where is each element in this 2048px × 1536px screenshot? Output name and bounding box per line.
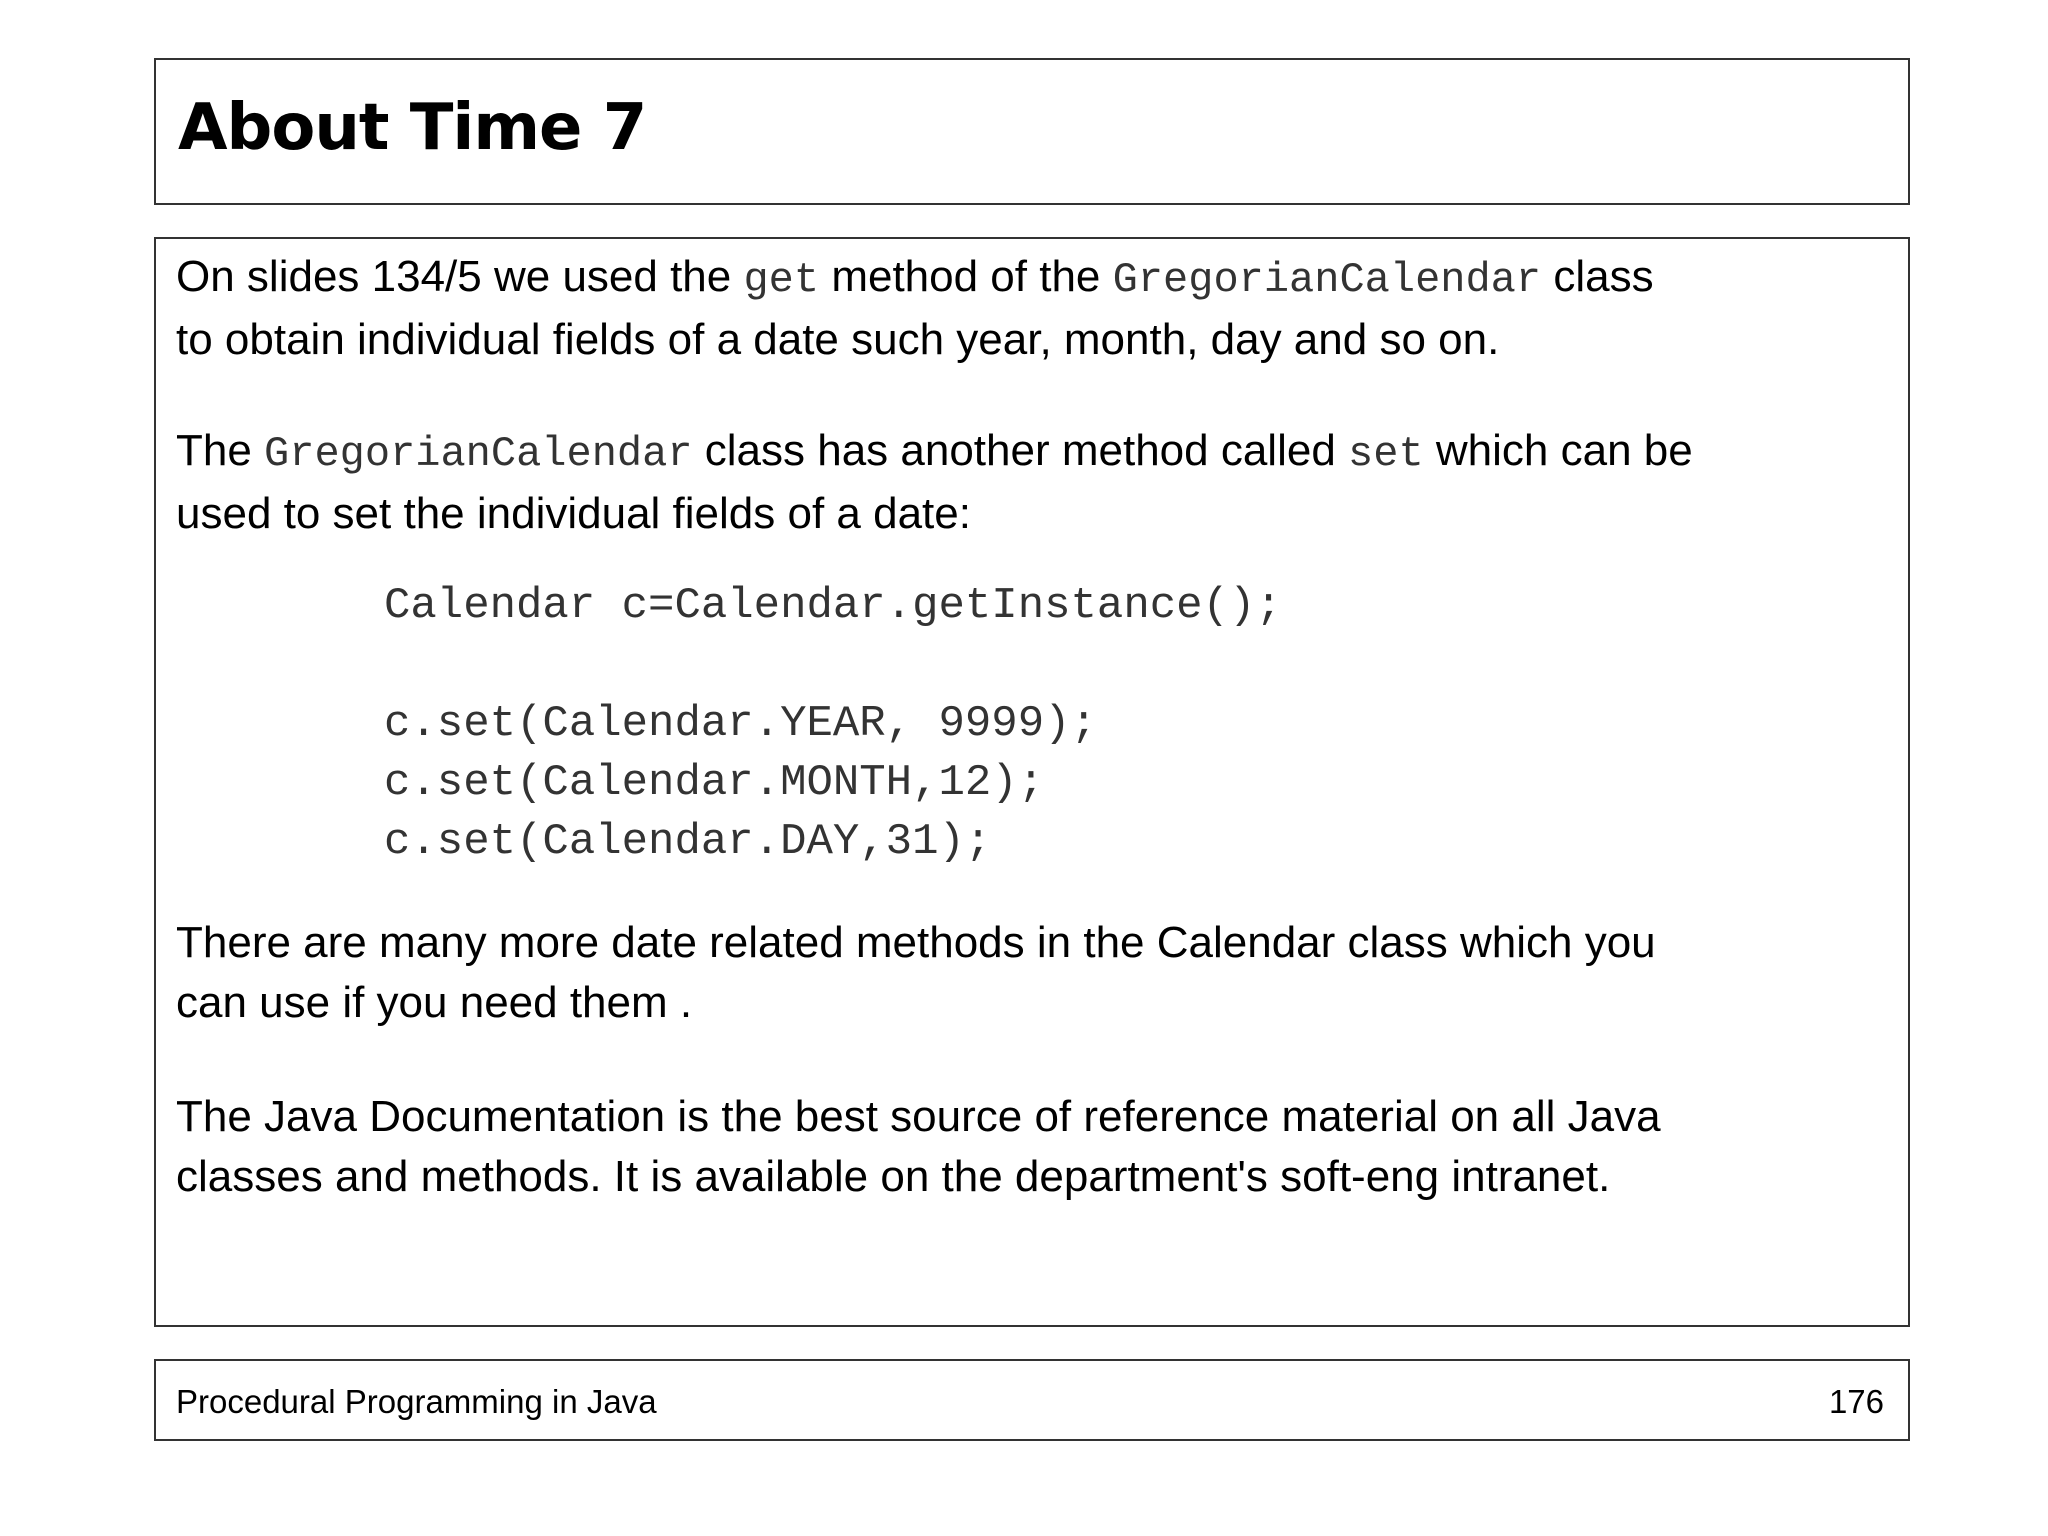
footer-box [154, 1359, 1910, 1441]
text-segment: There are many more date related methods in the Calendar class which you [176, 918, 1656, 967]
title-box [154, 58, 1910, 205]
code-set: set [1348, 430, 1424, 478]
code-line: c.set(Calendar.MONTH,12); [384, 758, 1045, 808]
text-segment: On slides 134/5 we used the [176, 252, 744, 301]
paragraph-more-methods [176, 913, 1656, 1033]
paragraph-java-documentation [176, 1087, 1661, 1207]
code-line: c.set(Calendar.YEAR, 9999); [384, 699, 1097, 749]
text-segment: class has another method called [692, 426, 1349, 475]
code-block [384, 577, 1282, 872]
paragraph-set-method [176, 421, 1693, 544]
text-segment: method of the [819, 252, 1113, 301]
text-segment: class [1541, 252, 1654, 301]
code-gregorian-calendar: GregorianCalendar [264, 430, 693, 478]
footer-course-title: Procedural Programming in Java [176, 1383, 657, 1420]
code-gregorian-calendar: GregorianCalendar [1112, 256, 1542, 304]
code-line [384, 636, 1282, 695]
code-line: Calendar c=Calendar.getInstance(); [384, 581, 1282, 631]
text-segment: used to set the individual fields of a date: [176, 489, 971, 538]
slide-title: About Time 7 [178, 91, 647, 165]
text-segment: classes and methods. It is available on the department's soft-eng intranet. [176, 1152, 1611, 1201]
paragraph-get-method [176, 247, 1654, 370]
footer-page-number: 176 [1828, 1383, 1884, 1420]
text-segment: The Java Documentation is the best source of reference material on all Java [176, 1092, 1661, 1141]
text-segment: which can be [1423, 426, 1693, 475]
code-get: get [743, 256, 820, 304]
content-box [154, 237, 1910, 1327]
text-segment: The [176, 426, 265, 475]
text-segment: to obtain individual fields of a date such year, month, day and so on. [176, 315, 1500, 364]
text-segment: can use if you need them . [176, 978, 693, 1027]
code-line: c.set(Calendar.DAY,31); [384, 817, 992, 867]
